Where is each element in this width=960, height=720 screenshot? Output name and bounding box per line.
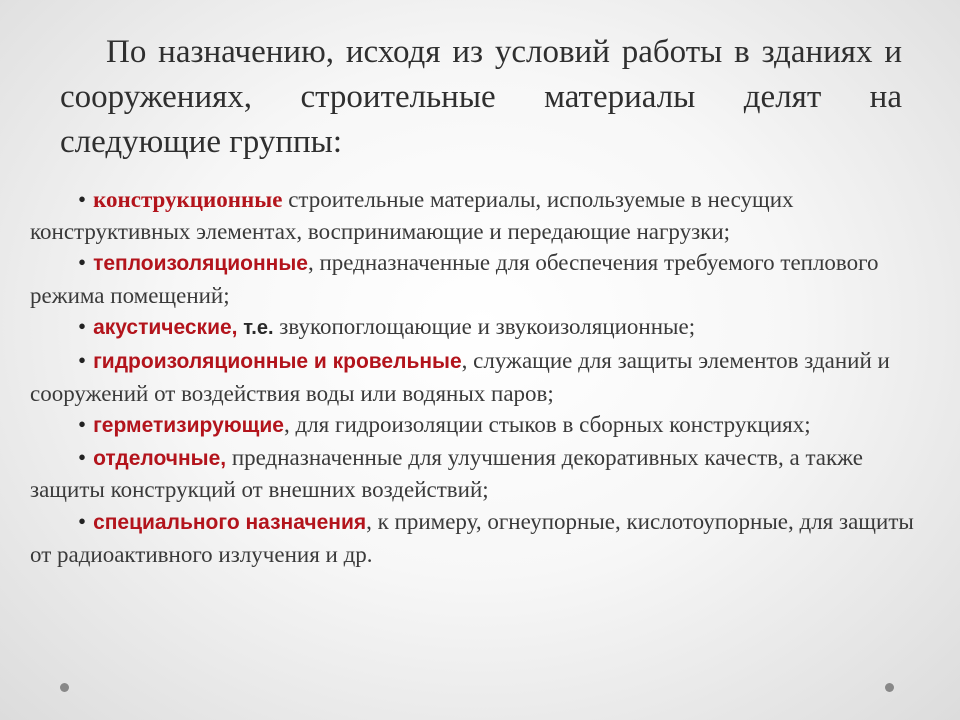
description-structural: строительные материалы, используемые в несущих конструктивных элементах, воспринимающие и передающие нагрузки; bbox=[30, 187, 794, 244]
description-sealing: для гидроизоляции стыков в сборных конструкциях; bbox=[295, 412, 811, 438]
material-groups-list bbox=[30, 184, 925, 570]
list-item-sealing: • герметизирующие, для гидроизоляции стыков в сборных конструкциях; bbox=[78, 412, 811, 438]
list-item-finishing bbox=[30, 442, 925, 506]
abbreviation-te: т.е. bbox=[243, 317, 274, 340]
bullet-icon: • bbox=[78, 187, 87, 212]
term-waterproofing: гидроизоляционные и кровельные bbox=[93, 349, 462, 373]
list-item-special: • специального назначения, к примеру, огнеупорные, кислотоупорные, для защиты от радиоактивного излучения и др. bbox=[30, 508, 914, 567]
corner-dot-right bbox=[885, 683, 894, 692]
list-item-acoustic bbox=[30, 311, 925, 345]
description-finishing: предназначенные для улучшения декоративных качеств, а также защиты конструкций от внешних воздействий; bbox=[30, 444, 863, 503]
list-item-waterproofing: • гидроизоляционные и кровельные, служащие для защиты элементов зданий и сооружений от воздействия воды или водяных паров; bbox=[30, 347, 890, 406]
description-waterproofing: служащие для защиты элементов зданий и сооружений от воздействия воды или водяных паров; bbox=[30, 347, 890, 406]
term-finishing: отделочные, bbox=[93, 446, 227, 470]
bullet-icon: • bbox=[78, 444, 87, 470]
bullet-icon: • bbox=[78, 347, 87, 373]
term-acoustic: акустические, bbox=[93, 316, 238, 340]
intro-paragraph: По назначению, исходя из условий работы в зданиях и сооружениях, строительные материалы делят на следующие группы: bbox=[60, 34, 902, 160]
bullet-icon: • bbox=[78, 250, 87, 276]
term-thermal: теплоизоляционные bbox=[93, 252, 308, 276]
bullet-icon: • bbox=[78, 412, 87, 438]
description-acoustic: звукопоглощающие и звукоизоляционные; bbox=[273, 314, 696, 340]
corner-dot-left bbox=[60, 683, 69, 692]
bullet-icon: • bbox=[78, 508, 87, 534]
description-special: к примеру, огнеупорные, кислотоупорные, для защиты от радиоактивного излучения и др. bbox=[30, 508, 914, 567]
list-item-thermal: • теплоизоляционные, предназначенные для обеспечения требуемого теплового режима помещений; bbox=[30, 250, 879, 308]
term-special: специального назначения bbox=[93, 510, 367, 534]
bullet-icon: • bbox=[78, 314, 87, 340]
list-item-structural bbox=[30, 184, 925, 247]
term-structural: конструкционные bbox=[93, 187, 283, 212]
term-sealing: герметизирующие bbox=[93, 414, 284, 438]
description-thermal: предназначенные для обеспечения требуемого теплового режима помещений; bbox=[30, 250, 879, 308]
